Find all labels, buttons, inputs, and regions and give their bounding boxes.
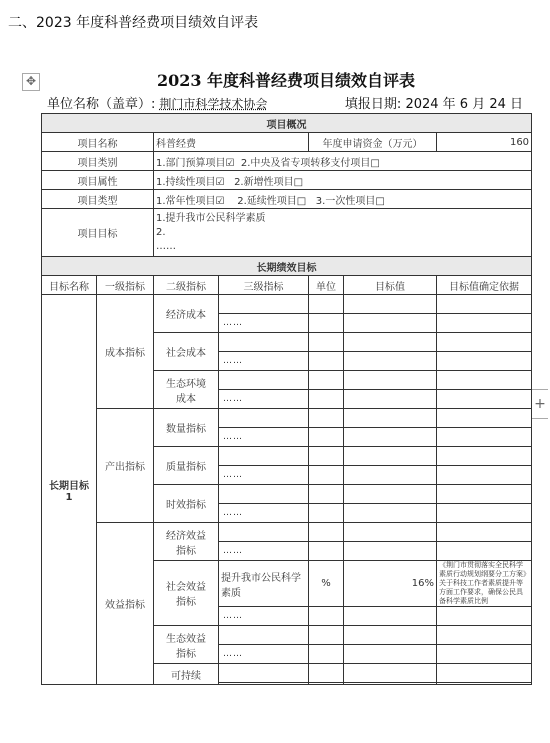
level1-output: 产出指标 [97,409,154,523]
table-cell[interactable] [344,523,437,542]
table-cell[interactable] [309,390,344,409]
project-name-value[interactable]: 科普经费 [154,133,309,152]
table-cell[interactable] [344,607,437,626]
table-cell[interactable] [437,333,532,352]
goal-name-longterm-1: 长期目标 1 [42,295,97,685]
table-cell[interactable] [309,466,344,485]
level2-sustain: 可持续 [154,664,219,685]
level2-eco-cost-line2: 成本 [176,393,196,405]
category-label: 项目类别 [42,152,154,171]
table-cell[interactable] [437,542,532,561]
header-target: 目标值 [344,276,437,295]
level2-social-benefit [154,561,219,626]
checkbox-empty-icon[interactable]: □ [375,195,385,207]
table-cell[interactable] [219,447,309,466]
social-unit-value[interactable]: % [309,561,344,607]
level1-cost: 成本指标 [97,295,154,409]
table-cell[interactable] [344,371,437,390]
type-options [154,190,532,209]
level2-eco-benefit [154,626,219,664]
header-level3: 三级指标 [219,276,309,295]
placeholder-dots[interactable]: …… [219,314,309,333]
table-cell[interactable] [437,504,532,523]
checkbox-checked-icon[interactable]: ☑ [225,157,235,169]
placeholder-dots[interactable]: …… [219,504,309,523]
social-target-value[interactable]: 16% [344,561,437,607]
placeholder-dots[interactable]: …… [219,645,309,664]
form-title: 2023 年度科普经费项目绩效自评表 [156,71,416,90]
attr-label: 项目属性 [42,171,154,190]
table-cell[interactable] [344,314,437,333]
goal-value[interactable] [154,209,532,257]
table-cell[interactable] [309,664,344,683]
table-cell[interactable] [219,523,309,542]
table-cell[interactable] [437,645,532,664]
attr-options [154,171,532,190]
goal-line: …… [156,240,176,252]
table-cell[interactable] [309,428,344,447]
checkbox-empty-icon[interactable]: □ [296,195,307,207]
table-cell[interactable] [309,295,344,314]
unit-name[interactable]: 荆门市科学技术协会 [159,97,268,111]
table-cell[interactable] [437,683,532,685]
project-name-label: 项目名称 [42,133,154,152]
table-cell[interactable] [309,485,344,504]
table-cell[interactable] [344,645,437,664]
table-cell[interactable] [309,683,344,685]
level2-econ-benefit [154,523,219,561]
table-cell[interactable] [219,333,309,352]
table-cell[interactable] [309,607,344,626]
table-cell[interactable] [344,390,437,409]
table-cell[interactable] [309,409,344,428]
placeholder-dots[interactable]: …… [219,466,309,485]
attr-option-new: 2.新增性项目 [234,176,294,188]
goal-line: 2. [156,226,166,238]
date-value[interactable]: 2024 年 6 月 24 日 [405,97,523,112]
table-cell[interactable] [344,542,437,561]
table-cell[interactable] [437,409,532,428]
placeholder-dots[interactable]: …… [219,428,309,447]
table-cell[interactable] [437,466,532,485]
table-cell[interactable] [344,409,437,428]
level2-eco-cost [154,371,219,409]
fund-label: 年度申请资金（万元） [309,133,437,152]
table-cell[interactable] [219,683,309,685]
placeholder-dots[interactable]: …… [219,390,309,409]
social-l3-value[interactable]: 提升我市公民科学素质 [219,561,309,607]
table-cell[interactable] [437,607,532,626]
table-cell[interactable] [437,314,532,333]
table-cell[interactable] [344,485,437,504]
table-cell[interactable] [309,333,344,352]
date-label: 填报日期: [344,97,402,112]
table-cell[interactable] [219,295,309,314]
header-level2: 二级指标 [154,276,219,295]
table-cell[interactable] [344,466,437,485]
type-option-extended: 2.延续性项目 [237,195,297,207]
table-cell[interactable] [437,428,532,447]
table-cell[interactable] [219,409,309,428]
goal-line: 1.提升我市公民科学素质 [156,212,266,224]
performance-table [41,113,532,685]
level2-eco-benefit-line2: 指标 [176,648,196,660]
table-cell[interactable] [437,523,532,542]
table-cell[interactable] [219,664,309,683]
level2-quantity: 数量指标 [154,409,219,447]
level2-econ-benefit-line2: 指标 [176,545,196,557]
header-level1: 一级指标 [97,276,154,295]
unit-label: 单位名称（盖章）: [47,97,156,112]
longterm-section-title: 长期绩效目标 [42,257,532,276]
header-unit: 单位 [309,276,344,295]
fund-value[interactable]: 160 [437,133,532,152]
add-row-icon[interactable]: + [531,389,548,419]
table-cell[interactable] [309,542,344,561]
table-cell[interactable] [219,485,309,504]
level2-social-cost: 社会成本 [154,333,219,371]
placeholder-dots[interactable]: …… [219,542,309,561]
level2-quality: 质量指标 [154,447,219,485]
level2-eco-cost-line1: 生态环境 [166,378,206,390]
table-cell[interactable] [219,371,309,390]
table-cell[interactable] [437,664,532,683]
table-cell[interactable] [344,504,437,523]
type-option-annual: 1.常年性项目 [156,195,216,207]
attr-option-continuous: 1.持续性项目 [156,176,216,188]
table-cell[interactable] [437,371,532,390]
checkbox-empty-icon[interactable]: □ [370,157,380,169]
table-move-handle-icon[interactable]: ✥ [22,73,40,91]
header-basis: 目标值确定依据 [437,276,532,295]
table-cell[interactable] [344,428,437,447]
table-cell[interactable] [437,447,532,466]
table-cell[interactable] [437,626,532,645]
table-cell[interactable] [309,371,344,390]
table-cell[interactable] [344,683,437,685]
level2-timeliness: 时效指标 [154,485,219,523]
table-cell[interactable] [309,314,344,333]
date-field [345,93,523,112]
level2-econ-benefit-line1: 经济效益 [166,530,206,542]
table-cell[interactable] [344,333,437,352]
table-cell[interactable] [309,523,344,542]
category-option-dept: 1.部门预算项目 [156,157,226,169]
header-goal-name: 目标名称 [42,276,97,295]
level1-benefit: 效益指标 [97,523,154,685]
page-heading: 二、2023 年度科普经费项目绩效自评表 [8,15,259,31]
table-cell[interactable] [344,352,437,371]
type-option-onetime: 3.一次性项目 [315,195,376,207]
table-cell[interactable] [219,626,309,645]
overview-section-title: 项目概况 [42,114,532,133]
checkbox-empty-icon[interactable]: □ [293,176,304,188]
table-cell[interactable] [309,626,344,645]
placeholder-dots[interactable]: …… [219,352,309,371]
level2-eco-benefit-line1: 生态效益 [166,633,206,645]
unit-info-row [41,90,531,112]
table-cell[interactable] [344,295,437,314]
table-cell[interactable] [437,485,532,504]
social-basis-value[interactable]: 《荆门市贯彻落实全民科学素质行动规划纲要分工方案》关于科技工作者素质提升等方面工作要求，确保公民具备科学素质比例 [437,561,532,607]
category-option-central: 2.中央及省专项转移支付项目 [240,157,371,169]
checkbox-checked-icon[interactable]: ☑ [215,195,225,207]
table-cell[interactable] [437,390,532,409]
table-cell[interactable] [344,664,437,683]
category-options [154,152,532,171]
level2-econ-cost: 经济成本 [154,295,219,333]
level2-social-benefit-line1: 社会效益 [166,582,206,593]
level2-social-benefit-line2: 指标 [176,597,196,608]
table-cell[interactable] [437,352,532,371]
table-cell[interactable] [309,645,344,664]
table-cell[interactable] [437,295,532,314]
goal-label: 项目目标 [42,209,154,257]
checkbox-checked-icon[interactable]: ☑ [215,176,225,188]
table-cell[interactable] [344,626,437,645]
table-cell[interactable] [309,504,344,523]
type-label: 项目类型 [42,190,154,209]
unit-field [47,93,267,112]
table-cell[interactable] [309,352,344,371]
table-cell[interactable] [309,447,344,466]
placeholder-dots[interactable]: …… [219,607,309,626]
table-cell[interactable] [344,447,437,466]
